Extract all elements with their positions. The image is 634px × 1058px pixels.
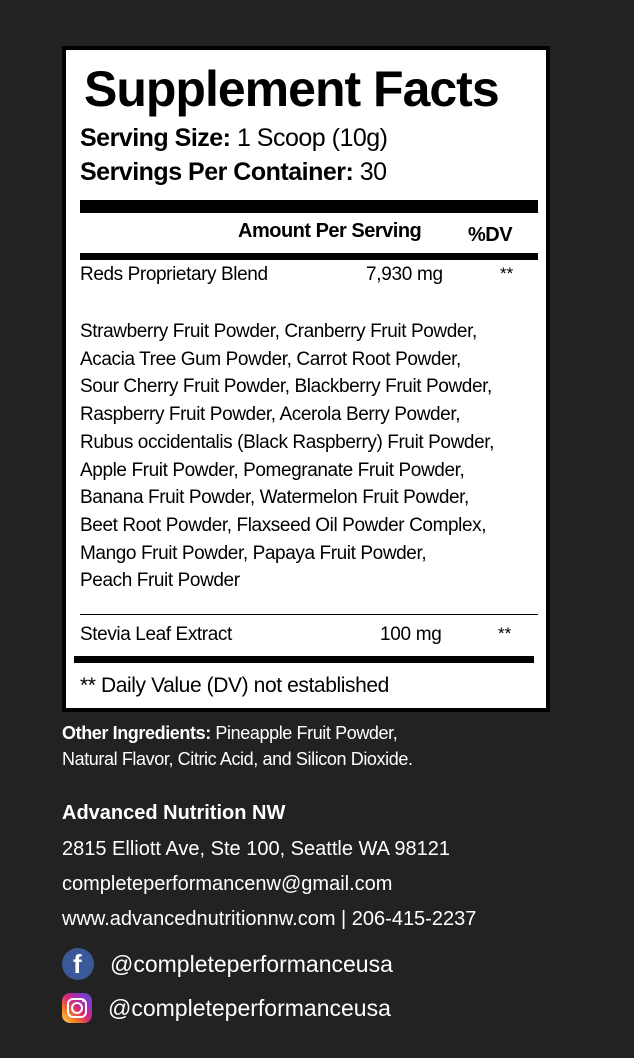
header-dv: %DV (468, 224, 513, 246)
other-ingredients-line-1 (62, 720, 413, 746)
other-ingredients-line-2: Natural Flavor, Citric Acid, and Silicon Dioxide. (62, 749, 413, 769)
serving-size (80, 124, 388, 153)
dv-footnote: ** Daily Value (DV) not established (80, 674, 389, 697)
company-address: 2815 Elliott Ave, Ste 100, Seattle WA 98121 (62, 838, 451, 860)
instagram-link (62, 992, 391, 1024)
serving-size-label: Serving Size: (80, 124, 231, 152)
ingredient-line: Acacia Tree Gum Powder, Carrot Root Powder, (80, 348, 461, 370)
row-reds-blend-dv: ** (500, 264, 514, 283)
company-name: Advanced Nutrition NW (62, 802, 286, 824)
panel-title: Supplement Facts (84, 61, 499, 117)
ingredient-line: Mango Fruit Powder, Papaya Fruit Powder, (80, 542, 427, 564)
facebook-handle: @completeperformanceusa (110, 950, 393, 977)
blend-ingredients (80, 318, 550, 595)
servings-value: 30 (353, 158, 387, 186)
row-stevia-dv: ** (498, 624, 512, 643)
row-reds-blend-amount: 7,930 mg (366, 264, 443, 285)
divider-thick-top (80, 200, 538, 213)
row-stevia-amount: 100 mg (380, 624, 442, 645)
ingredient-line: Sour Cherry Fruit Powder, Blackberry Fruit Powder, (80, 376, 492, 398)
header-amount-per-serving: Amount Per Serving (238, 220, 422, 242)
other-ingredients-text: Pineapple Fruit Powder, (210, 723, 398, 743)
serving-size-value: 1 Scoop (10g) (230, 124, 388, 152)
company-website-phone: www.advancednutritionnw.com | 206-415-2237 (62, 908, 477, 930)
divider-thick-bottom (74, 656, 534, 663)
ingredient-line: Apple Fruit Powder, Pomegranate Fruit Powder, (80, 459, 465, 481)
row-stevia-name: Stevia Leaf Extract (80, 624, 232, 645)
facebook-link (62, 948, 393, 980)
ingredient-line: Raspberry Fruit Powder, Acerola Berry Powder, (80, 404, 461, 426)
other-ingredients-label: Other Ingredients: (62, 723, 211, 743)
company-email: completeperformancenw@gmail.com (62, 873, 393, 895)
servings-per-container (80, 158, 387, 187)
supplement-facts-panel (62, 46, 550, 712)
ingredient-line: Rubus occidentalis (Black Raspberry) Fruit Powder, (80, 431, 495, 453)
ingredient-line: Strawberry Fruit Powder, Cranberry Fruit Powder, (80, 321, 477, 342)
servings-label: Servings Per Container: (80, 158, 354, 186)
ingredient-line: Peach Fruit Powder (80, 570, 240, 592)
instagram-icon (62, 993, 92, 1023)
ingredient-line: Banana Fruit Powder, Watermelon Fruit Powder, (80, 487, 469, 509)
divider-thick-header (80, 253, 538, 260)
instagram-handle: @completeperformanceusa (108, 994, 391, 1021)
ingredient-line: Beet Root Powder, Flaxseed Oil Powder Complex, (80, 514, 487, 536)
facebook-icon: f (62, 948, 94, 980)
row-reds-blend-name: Reds Proprietary Blend (80, 264, 268, 285)
other-ingredients (62, 720, 413, 772)
divider-thin (80, 614, 538, 615)
